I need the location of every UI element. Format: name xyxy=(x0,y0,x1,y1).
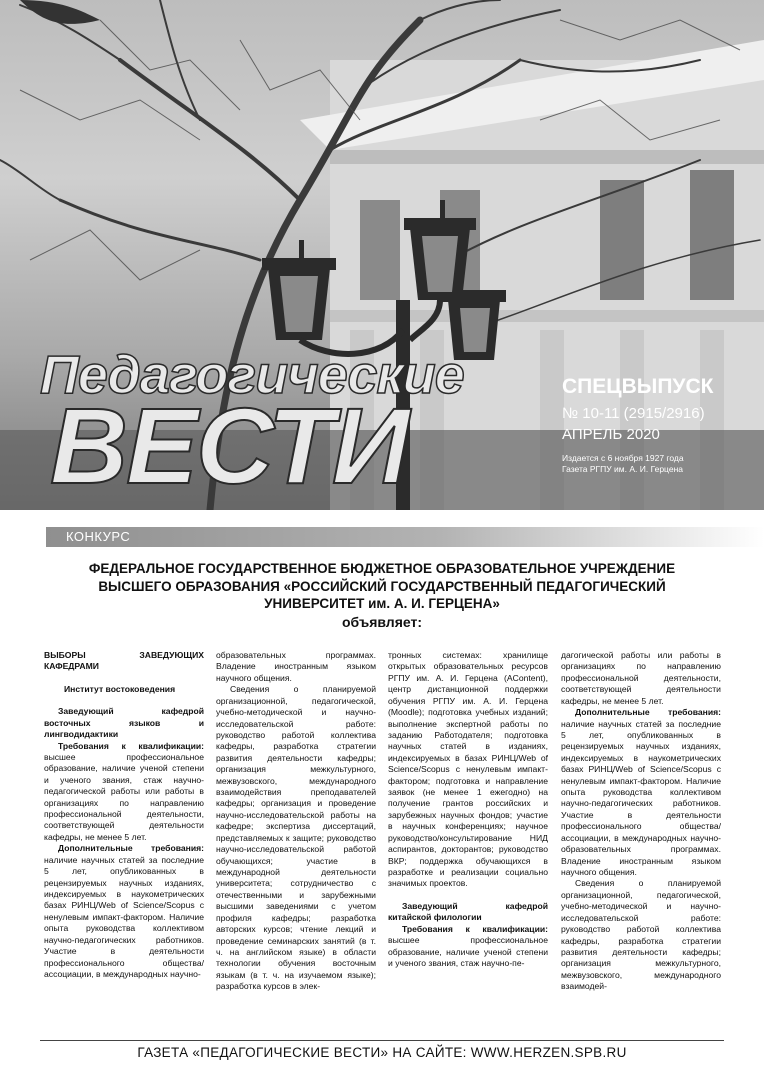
column-2-paragraph-2: Сведения о планируемой организационной, педагогической, учебно-методической и научно-исследовательской работе: руководство работой коллектива кафедры, разработка стратегии развития деятельности кафедры; организация межкультурного, межвузовского, международного взаимодействия преподавателей кафедры; организация и проведение научно-исследовательской работы на кафедре; экспертиза диссертаций, представляемых к защите; руководство научно-исследовательской работой обучающихся; участие в международной деятельности университета; сотрудничество с отечественными и зарубежными высшими заведениями с учетом профиля кафедры; разработка авторских курсов; чтение лекций и проведение семинарских занятий (в т. ч. на английском языке) в области технологии обучения восточным языкам (в т. ч. на изучаемом языке); разработка курсов в элек- xyxy=(216,684,376,992)
column-4-paragraph-1: дагогической работы или работы в организациях по направлению профессиональной деятельности, соответствующей деятельности кафедры, не менее 5 лет. xyxy=(561,650,721,706)
article-column-1 xyxy=(44,650,204,1040)
announcement-line-1: ФЕДЕРАЛЬНОЕ ГОСУДАРСТВЕННОЕ БЮДЖЕТНОЕ ОБРАЗОВАТЕЛЬНОЕ УЧРЕЖДЕНИЕ xyxy=(88,561,676,576)
column-4-paragraph-3: Сведения о планируемой организационной, педагогической, учебно-методической и научно-исследовательской работе: руководство работой коллектива кафедры, разработка стратегии развития деятельности кафедры; организация межкультурного, межвузовского, международного взаимодей- xyxy=(561,878,721,992)
qualification-label-2: Требования к квалификации: xyxy=(402,923,548,934)
section-bar xyxy=(46,527,764,547)
qualification-paragraph xyxy=(44,741,204,844)
additional-requirements-label: Дополнительные требования: xyxy=(58,843,204,854)
column-3-paragraph-1: тронных системах: хранилище открытых образовательных ресурсов РГПУ им. А. И. Герцена (AContent), центр дистанционной поддержки обучения РГПУ им. А. И. Герцена (Moodle); подготовка учебных изданий; выполнение экспертной работы по заданию Работодателя; подготовка научных статей в изданиях, индексируемых в базах РИНЦ/Web of Science/Scopus с ненулевым импакт-фактором; подготовка и направление заявок (не менее 1 ежегодно) на получение грантов российских и зарубежных научных фондов; участие в научных конференциях; научное руководство/консультирование НИД аспирантов, докторантов; руководство ВКР; поддержка обучающихся в разработке и реализации социально значимых проектов. xyxy=(388,650,548,889)
position-heading-2: Заведующий кафедрой китайской филологии xyxy=(388,900,548,923)
additional-requirements-paragraph-2 xyxy=(561,707,721,878)
qualification-text: высшее профессиональное образование, наличие ученой степени и ученого звания, стаж научно-педагогической работы или работы в организациях по направлению профессиональной деятельности, соответствующей деятельности кафедры, не менее 5 лет. xyxy=(44,751,204,842)
footer-website: ГАЗЕТА «ПЕДАГОГИЧЕСКИЕ ВЕСТИ» НА САЙТЕ: WWW.HERZEN.SPB.RU xyxy=(137,1045,627,1060)
masthead-title-line1: Педагогические xyxy=(40,345,464,405)
publisher-note: Газета РГПУ им. А. И. Герцена xyxy=(562,463,683,474)
issue-date: АПРЕЛЬ 2020 xyxy=(562,425,660,443)
additional-requirements-label-2: Дополнительные требования: xyxy=(575,707,721,718)
additional-requirements-text: наличие научных статей за последние 5 лет, опубликованных в рецензируемых научных изданиях, индексируемых в наукометрических базах РИНЦ/Web of Science/Scopus с ненулевым импакт-фактором. Наличие опыта руководства коллективом научно-педагогических работников. Участие в деятельности профессионального общества/ассоциации, в международных научно- xyxy=(44,854,204,979)
article-column-3 xyxy=(388,650,548,1040)
masthead-title-line2: ВЕСТИ xyxy=(50,385,408,506)
announcement-heading xyxy=(40,560,724,631)
masthead-photo xyxy=(0,0,764,510)
issue-number: № 10-11 (2915/2916) xyxy=(562,405,705,423)
qualification-paragraph-2 xyxy=(388,924,548,970)
published-since: Издается с 6 ноября 1927 года xyxy=(562,453,684,464)
additional-requirements-paragraph xyxy=(44,843,204,980)
special-issue-label: СПЕЦВЫПУСК xyxy=(562,375,714,398)
footer-divider xyxy=(40,1040,724,1041)
article-column-4 xyxy=(561,650,721,1040)
qualification-label: Требования к квалификации: xyxy=(58,740,204,751)
additional-requirements-text-2: наличие научных статей за последние 5 лет, опубликованных в рецензируемых научных изданиях, индексируемых в наукометрических базах РИНЦ/Web of Science/Scopus с ненулевым импакт-фактором. Наличие опыта руководства коллективом научно-педагогических работников. Участие в деятельности профессионального общества/ассоциации, в международных научно-образовательных программах. Владение иностранным языком научного общения. xyxy=(561,718,721,878)
issue-info xyxy=(562,375,752,474)
announcement-verb: объявляет: xyxy=(342,613,422,630)
announcement-line-2: ВЫСШЕГО ОБРАЗОВАНИЯ «РОССИЙСКИЙ ГОСУДАРСТВЕННЫЙ ПЕДАГОГИЧЕСКИЙ xyxy=(98,578,666,594)
article-column-2 xyxy=(216,650,376,1040)
section-label: КОНКУРС xyxy=(66,529,131,544)
column-2-paragraph-1: образовательных программах. Владение иностранным языком научного общения. xyxy=(216,650,376,683)
institute-name: Институт востоковедения xyxy=(64,683,176,694)
qualification-text-2: высшее профессиональное образование, наличие ученой степени и ученого звания, стаж научно-пе- xyxy=(388,935,548,968)
election-heading: ВЫБОРЫ ЗАВЕДУЮЩИХ КАФЕДРАМИ xyxy=(44,650,204,672)
position-heading: Заведующий кафедрой восточных языков и лингводидактики xyxy=(44,706,204,740)
announcement-line-3: УНИВЕРСИТЕТ им. А. И. ГЕРЦЕНА» xyxy=(264,596,500,612)
